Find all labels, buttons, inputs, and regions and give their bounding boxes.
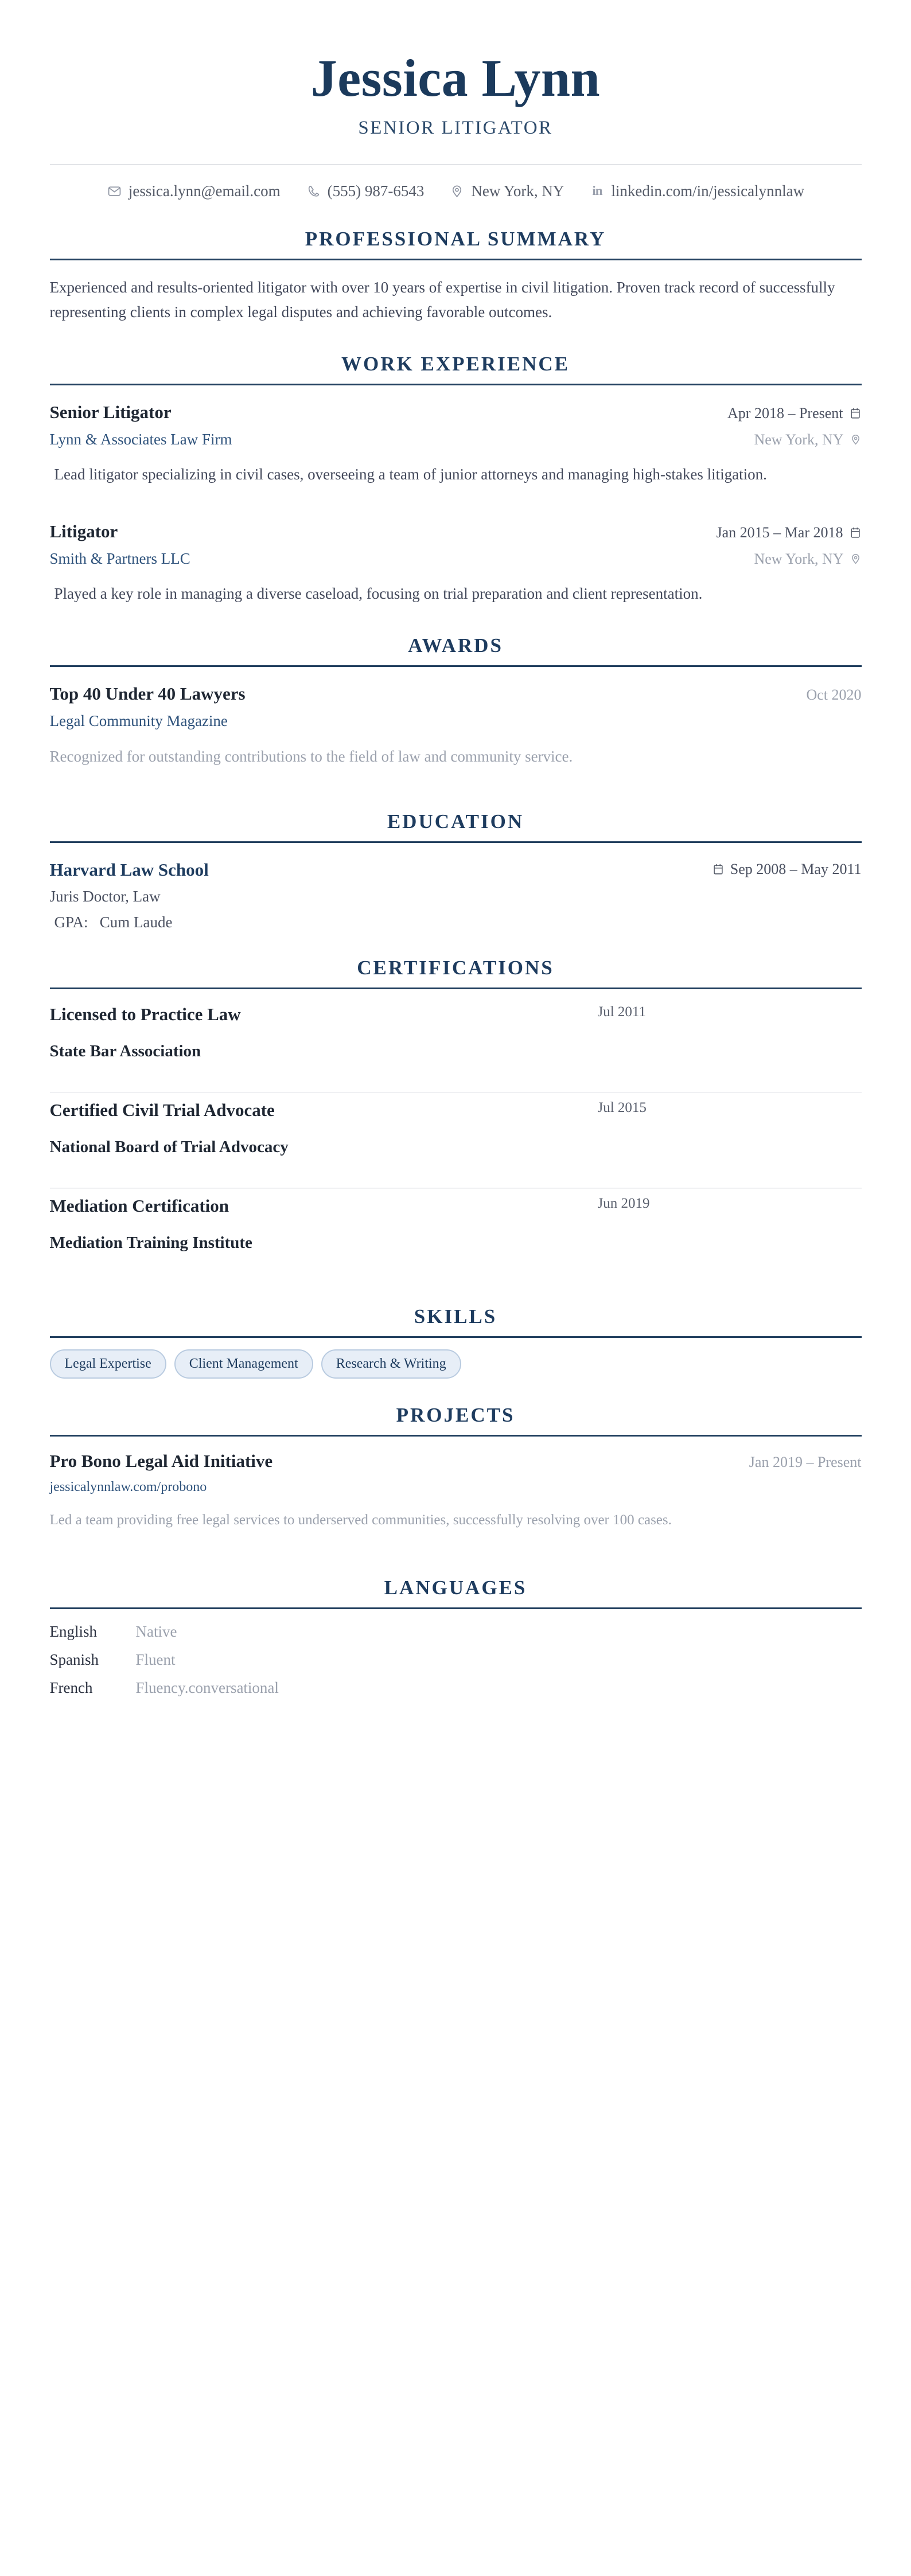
contact-location [449,182,564,200]
calendar-icon [849,407,862,420]
location-pin-icon [850,553,862,565]
work-company: Lynn & Associates Law Firm [49,430,232,448]
language-name: Spanish [49,1651,99,1669]
certification-entry [50,1093,862,1189]
skills-list [50,1338,862,1379]
work-dates [717,524,862,541]
spacer [50,497,862,520]
envelope-icon [107,184,122,199]
certification-issuer: Mediation Training Institute [49,1234,252,1252]
work-dates-text: Jan 2015 – Mar 2018 [716,524,843,541]
work-location-text: New York, NY [754,431,844,448]
project-description: Led a team providing free legal services to underserved communities, successfully resolving over 100 cases. [49,1512,672,1528]
language-name: English [49,1623,98,1641]
work-location [754,431,861,448]
education-dates-text: Sep 2008 – May 2011 [730,861,862,878]
award-issuer: Legal Community Magazine [49,712,228,730]
section-certifications [50,957,862,1283]
education-degree: Juris Doctor, Law [49,888,161,905]
work-dates-text: Apr 2018 – Present [727,405,843,422]
section-title-languages: LANGUAGES [384,1576,527,1599]
language-row [50,1623,862,1641]
skill-pill: Legal Expertise [50,1349,166,1379]
certification-issuer: National Board of Trial Advocacy [49,1138,289,1157]
certification-name: Mediation Certification [49,1196,229,1216]
section-title-education: EDUCATION [387,810,524,833]
work-location [754,551,861,568]
project-link[interactable]: jessicalynnlaw.com/probono [49,1479,207,1494]
education-gpa [50,914,862,931]
contact-phone[interactable] [306,182,425,200]
summary-text: Experienced and results-oriented litigator with over 10 years of expertise in civil litigation. Proven track record of successfully representing clients in complex legal disputes and achieving favorable outcomes. [49,278,835,321]
language-level: Fluency.conversational [135,1679,279,1697]
contact-email[interactable] [107,182,281,200]
header-divider [50,164,862,165]
section-title-certifications: CERTIFICATIONS [357,957,554,979]
section-projects [50,1404,862,1532]
project-entry [50,1449,862,1532]
section-title-projects: PROJECTS [396,1403,515,1426]
certification-issuer: State Bar Association [49,1042,201,1061]
section-summary [50,228,862,325]
education-entry [50,858,862,931]
work-role: Litigator [49,521,118,542]
certification-name: Licensed to Practice Law [49,1004,241,1025]
candidate-title: SENIOR LITIGATOR [358,117,553,138]
education-school: Harvard Law School [49,860,209,880]
section-skills [50,1305,862,1379]
location-pin-icon [449,184,465,199]
section-work-experience [50,353,862,607]
contact-location-text: New York, NY [471,182,564,200]
phone-icon [306,184,321,199]
location-pin-icon [850,434,862,446]
education-dates [712,861,862,878]
resume-header [50,50,862,200]
certification-entry [50,1189,862,1283]
contact-email-text: jessica.lynn@email.com [128,182,281,200]
work-location-text: New York, NY [754,550,844,567]
award-description: Recognized for outstanding contributions to the field of law and community service. [49,747,573,765]
award-date: Oct 2020 [806,686,862,704]
work-entry [50,520,862,607]
contact-phone-text: (555) 987-6543 [327,182,425,200]
skill-pill: Research & Writing [321,1349,461,1379]
section-title-awards: AWARDS [408,634,503,657]
work-description: Lead litigator specializing in civil cases, overseeing a team of junior attorneys and managing high-stakes litigation. [54,466,767,483]
work-description: Played a key role in managing a diverse caseload, focusing on trial preparation and client representation. [54,585,703,603]
work-role: Senior Litigator [49,402,172,423]
project-dates: Jan 2019 – Present [749,1453,862,1470]
certification-date: Jul 2011 [597,1004,646,1020]
skill-pill: Client Management [174,1349,313,1379]
certification-name: Certified Civil Trial Advocate [49,1100,275,1121]
section-languages [50,1576,862,1697]
calendar-icon [849,526,862,539]
work-company: Smith & Partners LLC [49,549,190,567]
work-entry [50,400,862,487]
section-awards [50,634,862,769]
certification-date: Jul 2015 [597,1100,647,1116]
certification-entry [50,997,862,1093]
language-name: French [49,1679,93,1697]
language-row [50,1679,862,1697]
contact-linkedin[interactable] [589,182,804,200]
work-dates [727,405,861,422]
linkedin-icon: in [592,184,602,198]
award-name: Top 40 Under 40 Lawyers [49,684,246,704]
certification-date: Jun 2019 [597,1196,650,1212]
education-gpa-label: GPA: [54,914,88,931]
language-row [50,1651,862,1669]
education-gpa-value: Cum Laude [99,914,173,931]
section-title-work: WORK EXPERIENCE [341,353,570,376]
section-title-summary: PROFESSIONAL SUMMARY [305,227,606,250]
contact-row [50,182,862,200]
project-name: Pro Bono Legal Aid Initiative [49,1450,273,1471]
language-level: Fluent [135,1651,176,1669]
section-title-skills: SKILLS [414,1305,497,1328]
language-level: Native [135,1623,177,1641]
candidate-name: Jessica Lynn [310,49,601,107]
contact-linkedin-text: linkedin.com/in/jessicalynnlaw [611,182,805,200]
calendar-icon [712,863,725,876]
section-education [50,810,862,931]
award-entry [50,682,862,769]
